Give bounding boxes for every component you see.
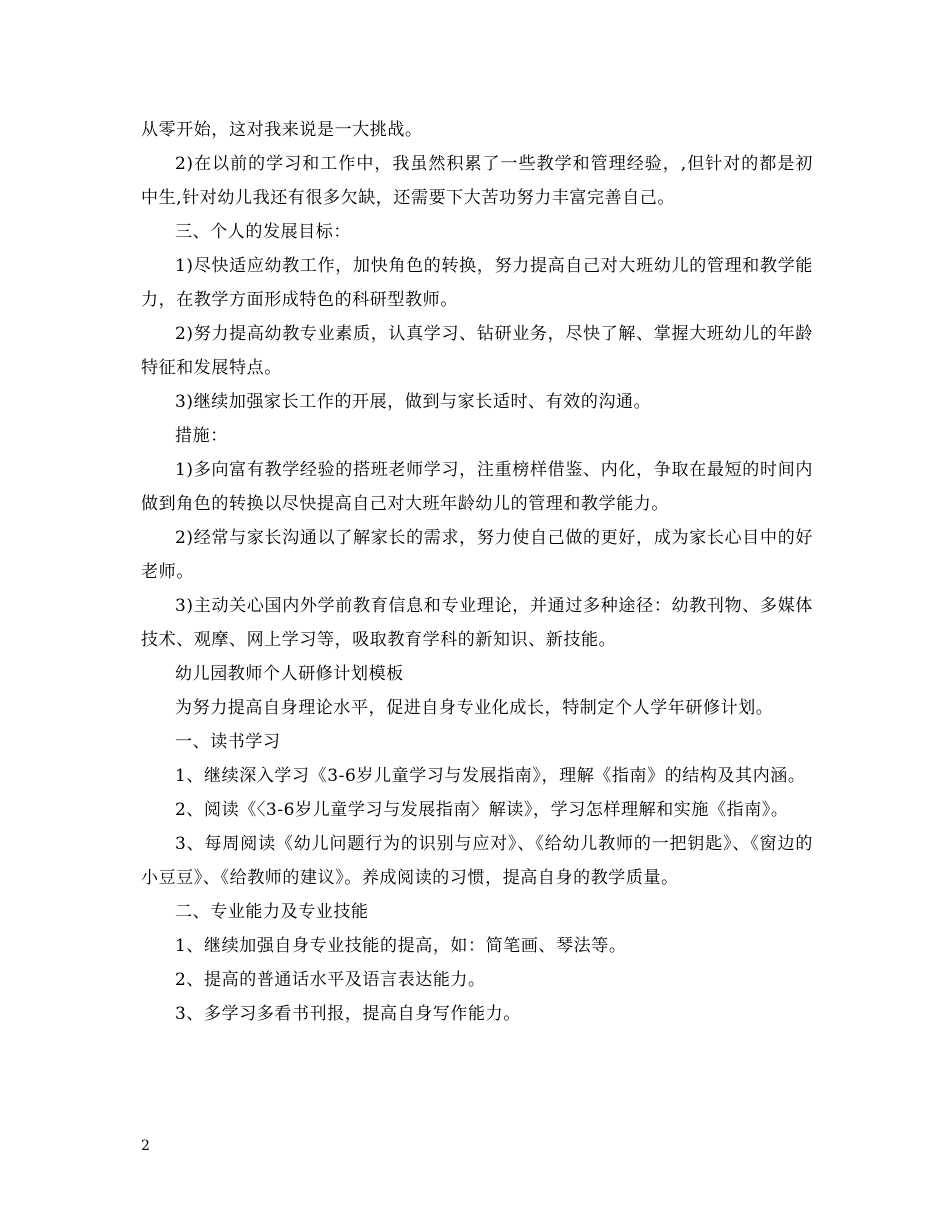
paragraph-2: 三、个人的发展目标：: [175, 222, 351, 242]
body-text: [141, 113, 813, 1031]
paragraph-7: 1)多向富有教学经验的搭班老师学习，注重榜样借鉴、内化，争取在最短的时间内做到角色的转换以尽快提高自己对大班年龄幼儿的管理和教学能力。: [141, 460, 813, 514]
paragraph-16: 二、专业能力及专业技能: [175, 902, 369, 922]
paragraph-6: 措施：: [175, 426, 228, 446]
paragraph-1: 2)在以前的学习和工作中，我虽然积累了一些教学和管理经验，,但针对的都是初中生,针对幼儿我还有很多欠缺，还需要下大苦功努力丰富完善自己。: [141, 154, 813, 208]
paragraph-10: 幼儿园教师个人研修计划模板: [175, 664, 404, 684]
paragraph-0: 从零开始，这对我来说是一大挑战。: [141, 120, 423, 140]
paragraph-5: 3)继续加强家长工作的开展，做到与家长适时、有效的沟通。: [175, 392, 652, 412]
paragraph-3: 1)尽快适应幼教工作，加快角色的转换，努力提高自己对大班幼儿的管理和教学能力，在教学方面形成特色的科研型教师。: [141, 256, 813, 310]
paragraph-8: 2)经常与家长沟通以了解家长的需求，努力使自己做的更好，成为家长心目中的好老师。: [141, 528, 813, 582]
page-number: 2: [141, 1138, 150, 1154]
paragraph-15: 3、每周阅读《幼儿问题行为的识别与应对》、《给幼儿教师的一把钥匙》、《窗边的小豆豆》、《给教师的建议》。养成阅读的习惯，提高自身的教学质量。: [141, 834, 813, 888]
paragraph-13: 1、继续深入学习《3-6岁儿童学习与发展指南》，理解《指南》的结构及其内涵。: [175, 766, 806, 786]
paragraph-4: 2)努力提高幼教专业素质，认真学习、钻研业务，尽快了解、掌握大班幼儿的年龄特征和发展特点。: [141, 324, 813, 378]
paragraph-17: 1、继续加强自身专业技能的提高，如：简笔画、琴法等。: [175, 936, 627, 956]
paragraph-12: 一、读书学习: [175, 732, 281, 752]
paragraph-14: 2、阅读《〈3-6岁儿童学习与发展指南〉解读》，学习怎样理解和实施《指南》。: [175, 800, 789, 820]
paragraph-9: 3)主动关心国内外学前教育信息和专业理论，并通过多种途径：幼教刊物、多媒体技术、观摩、网上学习等，吸取教育学科的新知识、新技能。: [141, 596, 813, 650]
paragraph-11: 为努力提高自身理论水平，促进自身专业化成长，特制定个人学年研修计划。: [175, 698, 774, 718]
paragraph-18: 2、提高的普通话水平及语言表达能力。: [175, 970, 486, 990]
paragraph-19: 3、多学习多看书刊报，提高自身写作能力。: [175, 1004, 521, 1024]
